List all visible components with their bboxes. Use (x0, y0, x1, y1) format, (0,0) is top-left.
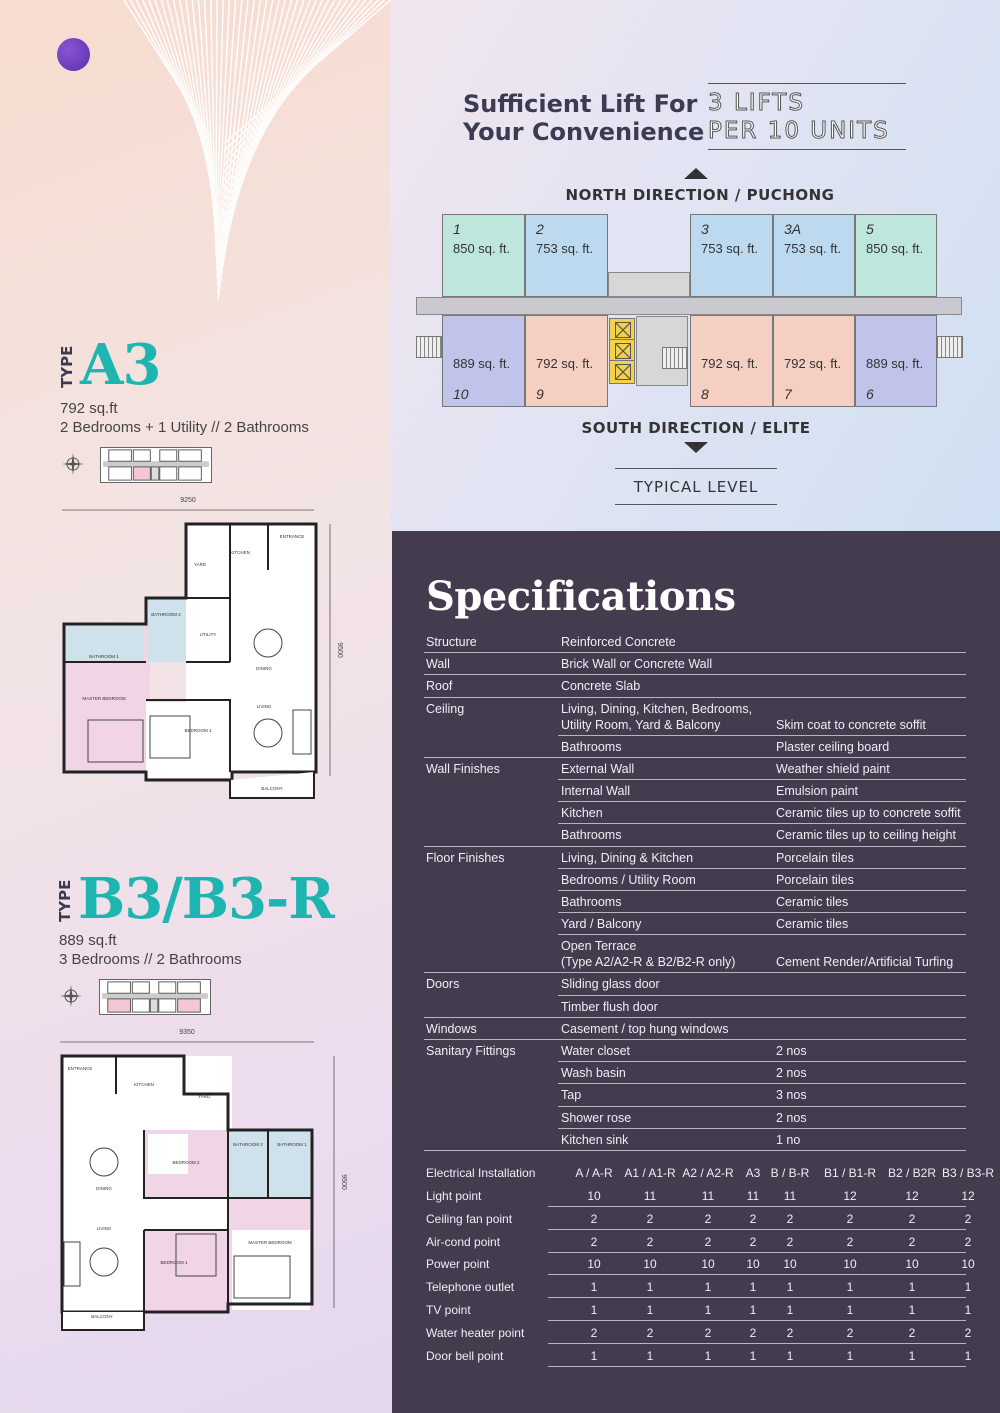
spec-row (424, 1022, 966, 1044)
electrical-count: 10 (746, 1257, 760, 1272)
b3-room-bath1: BATHROOM 1 (277, 1142, 307, 1147)
row-divider (424, 972, 966, 973)
electrical-count: 1 (846, 1280, 854, 1295)
spec-row (424, 1000, 966, 1022)
core-north (608, 272, 690, 297)
spec-row (424, 635, 966, 657)
spec-value: Skim coat to concrete soffit (776, 717, 926, 732)
type-a3-width-dim: 9250 (180, 497, 196, 504)
unit-area: 850 sq. ft. (866, 241, 924, 256)
electrical-item: Power point (426, 1257, 490, 1272)
spec-item: Timber flush door (561, 999, 658, 1014)
spec-value: Cement Render/Artificial Turfing (776, 955, 954, 970)
electrical-count: 2 (846, 1211, 854, 1226)
unit-number: 5 (866, 221, 874, 237)
spec-item: Concrete Slab (561, 679, 641, 694)
electrical-count: 1 (749, 1303, 757, 1317)
spec-item: Open Terrace (561, 939, 637, 954)
spec-category: Sanitary Fittings (426, 1044, 516, 1058)
spec-value: Ceramic tiles (776, 917, 849, 932)
electrical-item: Light point (426, 1189, 482, 1203)
a3-room-utility: UTILITY (199, 632, 217, 637)
a3-room-bath2: BATHROOM 2 (151, 612, 181, 617)
electrical-count: 2 (908, 1234, 916, 1249)
stairs-right (937, 336, 963, 358)
spec-row (424, 806, 966, 828)
type-b3-code: B3/B3-R (78, 866, 334, 932)
spec-row (424, 1088, 966, 1110)
unit-10 (442, 315, 525, 407)
electrical-unit-type: A2 / A2-R (682, 1166, 734, 1180)
b3-room-living: LIVING (96, 1226, 112, 1231)
spec-row (424, 679, 966, 701)
a3-room-kitchen: KITCHEN (230, 550, 250, 555)
electrical-count: 1 (590, 1303, 598, 1317)
compass-icon (62, 453, 84, 475)
electrical-count: 2 (846, 1325, 854, 1340)
compass-icon (60, 985, 82, 1007)
spec-row (424, 851, 966, 873)
a3-room-balcony: BALCONY (261, 786, 283, 791)
type-a3-code: A3 (80, 332, 161, 398)
type-b3-height-dim: 9500 (340, 1174, 347, 1190)
typical-level-label: TYPICAL LEVEL (615, 468, 777, 505)
row-divider (548, 1206, 966, 1207)
spec-item: Bedrooms / Utility Room (561, 872, 696, 887)
type-a3-height-dim: 9500 (336, 642, 343, 658)
electrical-count: 2 (749, 1325, 757, 1340)
lift-heading (463, 90, 704, 146)
row-divider (424, 652, 966, 653)
a3-room-master: MASTER BEDROOM (82, 696, 126, 701)
row-divider (558, 890, 966, 891)
a3-room-bath1: BATHROOM 1 (89, 654, 119, 659)
electrical-count: 12 (843, 1189, 857, 1203)
spec-value: Weather shield paint (776, 761, 890, 776)
electrical-item: TV point (426, 1303, 471, 1317)
electrical-count: 11 (643, 1189, 657, 1203)
electrical-count: 2 (590, 1211, 598, 1226)
spec-value: Ceramic tiles up to concrete soffit (776, 806, 961, 821)
electrical-count: 1 (749, 1348, 757, 1363)
electrical-count: 1 (590, 1280, 598, 1295)
row-divider (424, 674, 966, 675)
electrical-count: 1 (908, 1280, 916, 1295)
electrical-count: 1 (786, 1303, 794, 1317)
electrical-count: 2 (908, 1211, 916, 1226)
unit-1 (442, 214, 525, 297)
electrical-count: 11 (783, 1189, 797, 1203)
row-divider (424, 1150, 966, 1151)
a3-room-entrance: ENTRANCE (279, 534, 305, 539)
lift-shafts (609, 318, 635, 384)
unit-3a (773, 214, 855, 297)
spec-item: Living, Dining & Kitchen (561, 850, 694, 865)
row-divider (558, 1083, 966, 1084)
corridor (416, 297, 962, 315)
row-divider (424, 846, 966, 847)
lift-heading-line1: Sufficient Lift For (463, 90, 698, 118)
b3-room-entrance: ENTRANCE (67, 1066, 93, 1071)
electrical-count: 1 (704, 1280, 712, 1295)
electrical-count: 10 (643, 1257, 657, 1272)
type-b3-prefix: TYPE (56, 879, 74, 922)
lift-icon (610, 361, 634, 382)
spec-value: 2 nos (776, 1110, 807, 1125)
unit-number: 7 (784, 386, 792, 402)
decorative-burst (120, 0, 400, 300)
row-divider (424, 1039, 966, 1040)
electrical-count: 2 (786, 1325, 794, 1340)
north-direction-label: NORTH DIRECTION / PUCHONG (565, 186, 835, 204)
row-divider (548, 1366, 966, 1367)
spec-item: Kitchen (561, 806, 603, 821)
row-divider (558, 1106, 966, 1107)
spec-value: 3 nos (776, 1088, 807, 1103)
electrical-count: 2 (646, 1325, 654, 1340)
electrical-count: 1 (846, 1303, 854, 1317)
electrical-unit-type: B3 / B3-R (941, 1166, 995, 1180)
electrical-count: 1 (964, 1280, 972, 1295)
b3-room-dining: DINING (96, 1186, 112, 1191)
electrical-count: 11 (746, 1189, 760, 1203)
electrical-count: 1 (908, 1348, 916, 1363)
spec-value: 2 nos (776, 1044, 807, 1058)
electrical-unit-type: A1 / A1-R (624, 1166, 676, 1180)
spec-item: Bathrooms (561, 828, 622, 843)
b3-room-balcony: BALCONY (91, 1314, 113, 1319)
unit-8 (690, 315, 773, 407)
spec-category: Wall Finishes (426, 761, 500, 776)
row-divider (558, 1061, 966, 1062)
lift-icon (610, 319, 634, 340)
electrical-count: 2 (749, 1234, 757, 1249)
electrical-count: 2 (786, 1234, 794, 1249)
spec-row (424, 977, 966, 999)
electrical-count: 1 (704, 1303, 712, 1317)
unit-area: 753 sq. ft. (701, 241, 759, 256)
electrical-unit-type: B / B-R (770, 1166, 810, 1180)
spec-category: Roof (426, 679, 453, 694)
spec-item-line2: Utility Room, Yard & Balcony (561, 717, 721, 732)
row-divider (548, 1274, 966, 1275)
spec-row (424, 828, 966, 850)
electrical-item: Water heater point (426, 1325, 525, 1340)
spec-item: Bathrooms (561, 895, 622, 909)
spec-row (424, 657, 966, 679)
unit-number: 2 (536, 221, 544, 237)
unit-area: 792 sq. ft. (536, 356, 594, 371)
spec-value: Emulsion paint (776, 784, 858, 798)
electrical-unit-type: A3 (745, 1166, 761, 1180)
a3-room-bed1: BEDROOM 1 (184, 728, 212, 733)
electrical-count: 1 (908, 1303, 916, 1317)
electrical-count: 10 (961, 1257, 975, 1272)
electrical-count: 1 (786, 1280, 794, 1295)
a3-room-dining: DINING (256, 666, 272, 671)
electrical-count: 2 (846, 1234, 854, 1249)
spec-item: Living, Dining, Kitchen, Bedrooms, (561, 701, 753, 716)
spec-value: Plaster ceiling board (776, 739, 890, 754)
electrical-item: Telephone outlet (426, 1280, 515, 1295)
spec-value: Porcelain tiles (776, 872, 854, 887)
spec-item: External Wall (561, 761, 635, 776)
type-b3-description: 3 Bedrooms // 2 Bathrooms (59, 951, 242, 968)
row-divider (424, 697, 966, 698)
spec-item: Bathrooms (561, 739, 622, 754)
row-divider (558, 868, 966, 869)
unit-9 (525, 315, 608, 407)
spec-row (424, 762, 966, 784)
row-divider (558, 934, 966, 935)
spec-item: Casement / top hung windows (561, 1021, 729, 1036)
unit-6 (855, 315, 937, 407)
electrical-count: 10 (701, 1257, 715, 1272)
type-a3-prefix: TYPE (58, 345, 76, 388)
spec-category: Floor Finishes (426, 850, 505, 865)
spec-item: Water closet (561, 1044, 631, 1058)
type-a3-size: 792 sq.ft (60, 400, 118, 417)
spec-item: Yard / Balcony (561, 917, 642, 932)
electrical-item: Air-cond point (426, 1234, 501, 1249)
electrical-count: 2 (646, 1211, 654, 1226)
unit-number: 8 (701, 386, 709, 402)
type-b3-width-dim: 9350 (179, 1029, 195, 1036)
unit-area: 850 sq. ft. (453, 241, 511, 256)
electrical-count: 10 (783, 1257, 797, 1272)
electrical-unit-type: B2 / B2R (887, 1166, 937, 1180)
electrical-count: 1 (646, 1280, 654, 1295)
electrical-count: 10 (587, 1257, 601, 1272)
lift-ratio (708, 83, 906, 150)
spec-value: Ceramic tiles (776, 895, 849, 909)
unit-number: 3A (784, 221, 802, 237)
b3-room-bath2: BATHROOM 2 (233, 1142, 263, 1147)
spec-row (424, 784, 966, 806)
type-a3-description: 2 Bedrooms + 1 Utility // 2 Bathrooms (60, 419, 309, 436)
unit-number: 1 (453, 221, 461, 237)
row-divider (558, 779, 966, 780)
unit-number: 9 (536, 386, 544, 402)
electrical-count: 2 (704, 1211, 712, 1226)
spec-row (424, 1066, 966, 1088)
row-divider (548, 1252, 966, 1253)
unit-area: 753 sq. ft. (536, 241, 594, 256)
lift-heading-line2: Your Convenience (463, 118, 705, 146)
spec-item: Internal Wall (561, 784, 631, 798)
lift-ratio-line2: PER 10 UNITS (708, 118, 890, 144)
electrical-count: 2 (704, 1325, 712, 1340)
spec-category: Structure (426, 635, 477, 649)
electrical-count: 11 (701, 1189, 715, 1203)
specifications-panel (392, 531, 1000, 1413)
electrical-count: 2 (590, 1325, 598, 1340)
electrical-count: 1 (749, 1280, 757, 1295)
electrical-item: Ceiling fan point (426, 1211, 513, 1226)
spec-value: Ceramic tiles up to ceiling height (776, 828, 956, 843)
row-divider (548, 1229, 966, 1230)
electrical-header-label: Electrical Installation (426, 1166, 536, 1180)
lift-icon (610, 340, 634, 361)
stairs-core (662, 347, 688, 369)
a3-room-yard: YARD (193, 562, 207, 567)
spec-row (424, 895, 966, 917)
type-b3-keyplan-thumbnail (99, 979, 211, 1015)
unit-number: 6 (866, 386, 874, 402)
electrical-count: 2 (908, 1325, 916, 1340)
row-divider (558, 1128, 966, 1129)
unit-number: 10 (453, 386, 469, 402)
unit-number: 3 (701, 221, 709, 237)
unit-area: 889 sq. ft. (866, 356, 924, 371)
unit-2 (525, 214, 608, 297)
north-arrow-icon (684, 168, 708, 179)
row-divider (424, 1017, 966, 1018)
spec-value: Porcelain tiles (776, 850, 854, 865)
spec-item: Sliding glass door (561, 977, 660, 992)
spec-row (424, 1133, 966, 1155)
row-divider (548, 1320, 966, 1321)
type-a3-floorplan (58, 490, 343, 805)
row-divider (424, 757, 966, 758)
spec-item: Reinforced Concrete (561, 635, 676, 649)
electrical-count: 10 (587, 1189, 601, 1203)
row-divider (558, 912, 966, 913)
electrical-count: 1 (646, 1303, 654, 1317)
unit-area: 792 sq. ft. (784, 356, 842, 371)
electrical-count: 2 (704, 1234, 712, 1249)
south-arrow-icon (684, 442, 708, 453)
spec-category: Wall (426, 657, 450, 672)
unit-3 (690, 214, 773, 297)
electrical-item: Door bell point (426, 1348, 504, 1363)
electrical-count: 2 (749, 1211, 757, 1226)
b3-room-bed1: BEDROOM 1 (160, 1260, 188, 1265)
spec-row (424, 740, 966, 762)
type-a3-keyplan-thumbnail (100, 447, 212, 483)
spec-item: Tap (561, 1088, 582, 1103)
electrical-count: 2 (590, 1234, 598, 1249)
spec-item-line2: (Type A2/A2-R & B2/B2-R only) (561, 955, 736, 970)
electrical-unit-type: B1 / B1-R (823, 1166, 877, 1180)
unit-area: 889 sq. ft. (453, 356, 511, 371)
type-b3-floorplan (56, 1022, 348, 1337)
row-divider (558, 995, 966, 996)
electrical-count: 1 (590, 1348, 598, 1363)
brand-dot (57, 38, 90, 71)
specifications-title: Specifications (426, 573, 736, 620)
spec-item: Wash basin (561, 1066, 626, 1081)
electrical-count: 1 (964, 1348, 972, 1363)
row-divider (558, 823, 966, 824)
spec-row (424, 917, 966, 939)
unit-5 (855, 214, 937, 297)
electrical-count: 2 (964, 1211, 972, 1226)
spec-category: Ceiling (426, 701, 465, 716)
electrical-count: 1 (646, 1348, 654, 1363)
electrical-count: 1 (704, 1348, 712, 1363)
electrical-count: 2 (786, 1211, 794, 1226)
spec-category: Windows (426, 1021, 477, 1036)
electrical-count: 2 (964, 1325, 972, 1340)
electrical-count: 10 (843, 1257, 857, 1272)
spec-category: Doors (426, 977, 460, 992)
spec-item: Kitchen sink (561, 1132, 629, 1147)
lift-ratio-line1: 3 LIFTS (708, 90, 806, 116)
row-divider (558, 735, 966, 736)
spec-row (424, 873, 966, 895)
type-b3-size: 889 sq.ft (59, 932, 117, 949)
a3-room-living: LIVING (256, 704, 272, 709)
electrical-count: 1 (964, 1303, 972, 1317)
stairs-left (416, 336, 442, 358)
spec-value: 2 nos (776, 1066, 807, 1081)
unit-area: 753 sq. ft. (784, 241, 842, 256)
unit-7 (773, 315, 855, 407)
electrical-count: 1 (846, 1348, 854, 1363)
b3-room-yard: YARD (197, 1094, 211, 1099)
row-divider (558, 801, 966, 802)
south-direction-label: SOUTH DIRECTION / ELITE (581, 419, 811, 437)
spec-item: Shower rose (561, 1110, 632, 1125)
electrical-count: 10 (905, 1257, 919, 1272)
spec-item: Brick Wall or Concrete Wall (561, 657, 713, 672)
electrical-unit-type: A / A-R (575, 1166, 613, 1180)
b3-room-kitchen: KITCHEN (134, 1082, 154, 1087)
b3-room-bed2: BEDROOM 2 (172, 1160, 200, 1165)
spec-row (424, 1044, 966, 1066)
unit-area: 792 sq. ft. (701, 356, 759, 371)
row-divider (548, 1297, 966, 1298)
spec-row (424, 1111, 966, 1133)
electrical-count: 2 (964, 1234, 972, 1249)
electrical-count: 12 (905, 1189, 919, 1203)
electrical-count: 2 (646, 1234, 654, 1249)
b3-room-master: MASTER BEDROOM (248, 1240, 292, 1245)
electrical-count: 12 (961, 1189, 975, 1203)
electrical-count: 1 (786, 1348, 794, 1363)
spec-value: 1 no (776, 1132, 801, 1147)
row-divider (548, 1343, 966, 1344)
